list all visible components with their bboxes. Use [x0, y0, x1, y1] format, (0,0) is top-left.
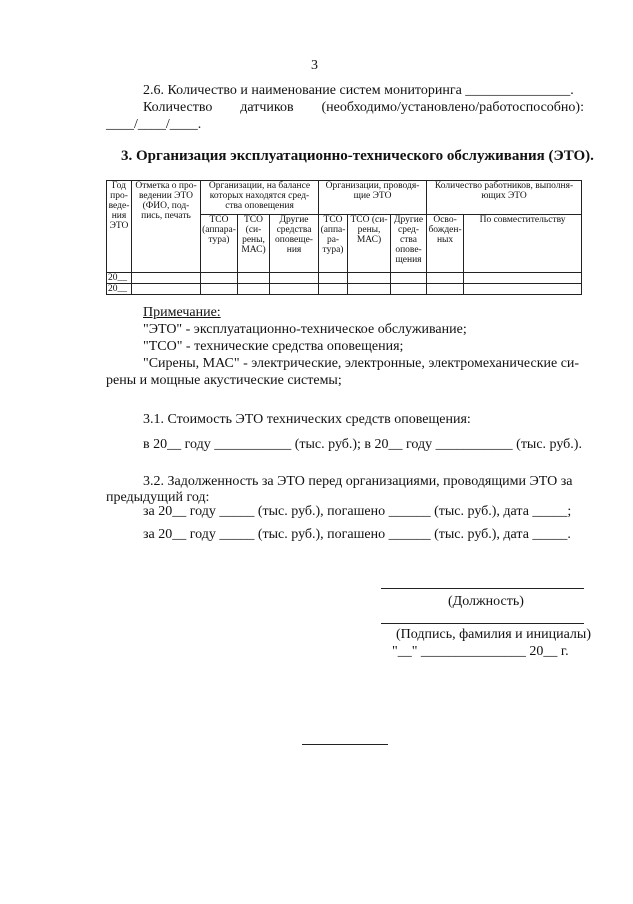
- section-2-6-line3: ____/____/____.: [106, 117, 202, 132]
- sensors-label: датчиков: [240, 100, 294, 115]
- table-cell: [348, 273, 391, 284]
- signature-line: [381, 623, 584, 624]
- note-line-4: рены и мощные акустические системы;: [106, 373, 342, 388]
- footer-line: [302, 744, 388, 745]
- position-caption: (Должность): [448, 594, 524, 609]
- table-cell: [238, 284, 270, 295]
- header-tso-app: ТСО (аппара-тура): [201, 215, 238, 273]
- table-cell: [201, 273, 238, 284]
- header-combined: По совместительству: [464, 215, 582, 273]
- table-cell: [427, 273, 464, 284]
- section-3-2-line-2: за 20__ году _____ (тыс. руб.), погашено ______ (тыс. руб.), дата _____.: [143, 527, 571, 542]
- table-row: [107, 284, 582, 295]
- header-mark: Отметка о про-ведении ЭТО (ФИО, под-пись, печать: [132, 181, 201, 273]
- signature-date: "__" _______________ 20__ г.: [392, 644, 569, 659]
- table-cell: [201, 284, 238, 295]
- position-line: [381, 588, 584, 589]
- eto-table: [106, 180, 582, 295]
- sensors-status-label: (необходимо/установлено/работоспособно):: [321, 100, 584, 115]
- header-tso-sirens: ТСО (си-рены, МАС): [238, 215, 270, 273]
- note-title: Примечание:: [143, 305, 221, 320]
- table-cell: [427, 284, 464, 295]
- header-year: Год про-веде-ния ЭТО: [107, 181, 132, 273]
- table-cell: [391, 284, 427, 295]
- row-year: 20__: [107, 284, 132, 295]
- table-cell: [132, 273, 201, 284]
- table-cell: [238, 273, 270, 284]
- note-line-2: "ТСО" - технические средства оповещения;: [143, 339, 404, 354]
- header-other-means: Другие средства оповеще-ния: [270, 215, 319, 273]
- table-cell: [270, 284, 319, 295]
- table-cell: [270, 273, 319, 284]
- header-org-eto: Организации, проводя-щие ЭТО: [319, 181, 427, 215]
- section-3-1-title: 3.1. Стоимость ЭТО технических средств оповещения:: [143, 412, 471, 427]
- table-cell: [391, 273, 427, 284]
- header-tso-app-2: ТСО (аппа-ра-тура): [319, 215, 348, 273]
- table-cell: [319, 273, 348, 284]
- table-cell: [348, 284, 391, 295]
- header-other-means-2: Другие сред-ства опове-щения: [391, 215, 427, 273]
- signature-caption: (Подпись, фамилия и инициалы): [396, 627, 591, 642]
- section-3-2-title-1: 3.2. Задолженность за ЭТО перед организациями, проводящими ЭТО за: [143, 474, 573, 489]
- table-cell: [319, 284, 348, 295]
- header-tso-sirens-2: ТСО (си-рены, МАС): [348, 215, 391, 273]
- note-line-3: "Сирены, МАС" - электрические, электронные, электромеханические си-: [143, 356, 580, 371]
- table-row: [107, 273, 582, 284]
- section-3-title: 3. Организация эксплуатационно-технического обслуживания (ЭТО).: [121, 148, 594, 164]
- header-org-balance: Организации, на балансе которых находятся сред-ства оповещения: [201, 181, 319, 215]
- section-2-6-line2: [143, 100, 584, 116]
- header-workers: Количество работников, выполня-ющих ЭТО: [427, 181, 582, 215]
- table-cell: [132, 284, 201, 295]
- page-number: 3: [311, 58, 318, 73]
- row-year: 20__: [107, 273, 132, 284]
- header-released: Осво-божден-ных: [427, 215, 464, 273]
- note-line-1: "ЭТО" - эксплуатационно-техническое обслуживание;: [143, 322, 467, 337]
- table-cell: [464, 273, 582, 284]
- section-2-6-line1: 2.6. Количество и наименование систем мониторинга _______________.: [143, 83, 574, 98]
- section-3-2-line-1: за 20__ году _____ (тыс. руб.), погашено ______ (тыс. руб.), дата _____;: [143, 504, 572, 519]
- section-3-1-line: в 20__ году ___________ (тыс. руб.); в 20__ году ___________ (тыс. руб.).: [143, 437, 582, 452]
- section-3-2-title-2: предыдущий год:: [106, 490, 210, 505]
- table-cell: [464, 284, 582, 295]
- count-label: Количество: [143, 100, 213, 115]
